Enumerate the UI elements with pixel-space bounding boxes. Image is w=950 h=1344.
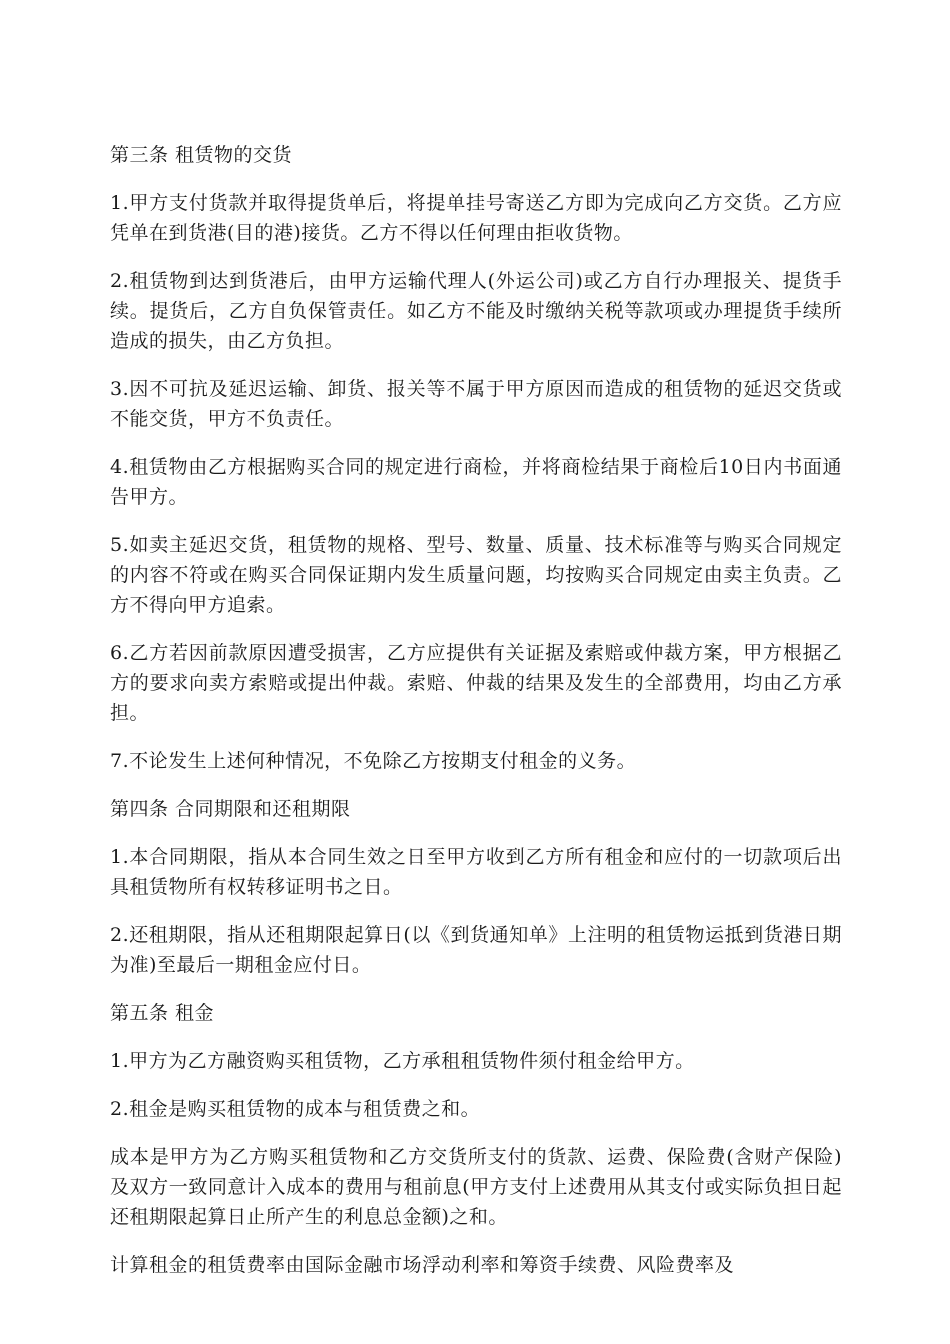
section-5-paragraph-1: 1.甲方为乙方融资购买租赁物，乙方承租租赁物件须付租金给甲方。 — [110, 1050, 695, 1072]
section-5-title: 第五条 租金 — [110, 1002, 215, 1024]
section-5-paragraph-2: 2.租金是购买租赁物的成本与租赁费之和。 — [110, 1098, 481, 1120]
section-3-paragraph-1: 1.甲方支付货款并取得提货单后，将提单挂号寄送乙方即为完成向乙方交货。乙方应凭单在到货港(目的港)接货。乙方不得以任何理由拒收货物。 — [110, 192, 842, 244]
section-4-paragraph-2: 2.还租期限，指从还租期限起算日(以《到货通知单》上注明的租赁物运抵到货港日期为准)至最后一期租金应付日。 — [110, 924, 842, 976]
section-3-paragraph-6: 6.乙方若因前款原因遭受损害，乙方应提供有关证据及索赔或仲裁方案，甲方根据乙方的要求向卖方索赔或提出仲裁。索赔、仲裁的结果及发生的全部费用，均由乙方承担。 — [110, 642, 842, 724]
section-3-paragraph-7: 7.不论发生上述何种情况，不免除乙方按期支付租金的义务。 — [110, 750, 637, 772]
section-5-paragraph-4: 计算租金的租赁费率由国际金融市场浮动利率和筹资手续费、风险费率及 — [110, 1254, 735, 1276]
document-page — [110, 140, 842, 1298]
section-3-paragraph-4: 4.租赁物由乙方根据购买合同的规定进行商检，并将商检结果于商检后10日内书面通告甲方。 — [110, 456, 842, 508]
section-3-paragraph-2: 2.租赁物到达到货港后，由甲方运输代理人(外运公司)或乙方自行办理报关、提货手续。提货后，乙方自负保管责任。如乙方不能及时缴纳关税等款项或办理提货手续所造成的损失，由乙方负担。 — [110, 270, 842, 352]
section-5-paragraph-3: 成本是甲方为乙方购买租赁物和乙方交货所支付的货款、运费、保险费(含财产保险)及双方一致同意计入成本的费用与租前息(甲方支付上述费用从其支付或实际负担日起还租期限起算日止所产生的利息总金额)之和。 — [110, 1146, 842, 1228]
section-3-paragraph-3: 3.因不可抗及延迟运输、卸货、报关等不属于甲方原因而造成的租赁物的延迟交货或不能交货，甲方不负责任。 — [110, 378, 842, 430]
section-3-paragraph-5: 5.如卖主延迟交货，租赁物的规格、型号、数量、质量、技术标准等与购买合同规定的内容不符或在购买合同保证期内发生质量问题，均按购买合同规定由卖主负责。乙方不得向甲方追索。 — [110, 534, 842, 616]
section-3-title: 第三条 租赁物的交货 — [110, 144, 293, 166]
section-4-paragraph-1: 1.本合同期限，指从本合同生效之日至甲方收到乙方所有租金和应付的一切款项后出具租赁物所有权转移证明书之日。 — [110, 846, 842, 898]
section-4-title: 第四条 合同期限和还租期限 — [110, 798, 351, 820]
